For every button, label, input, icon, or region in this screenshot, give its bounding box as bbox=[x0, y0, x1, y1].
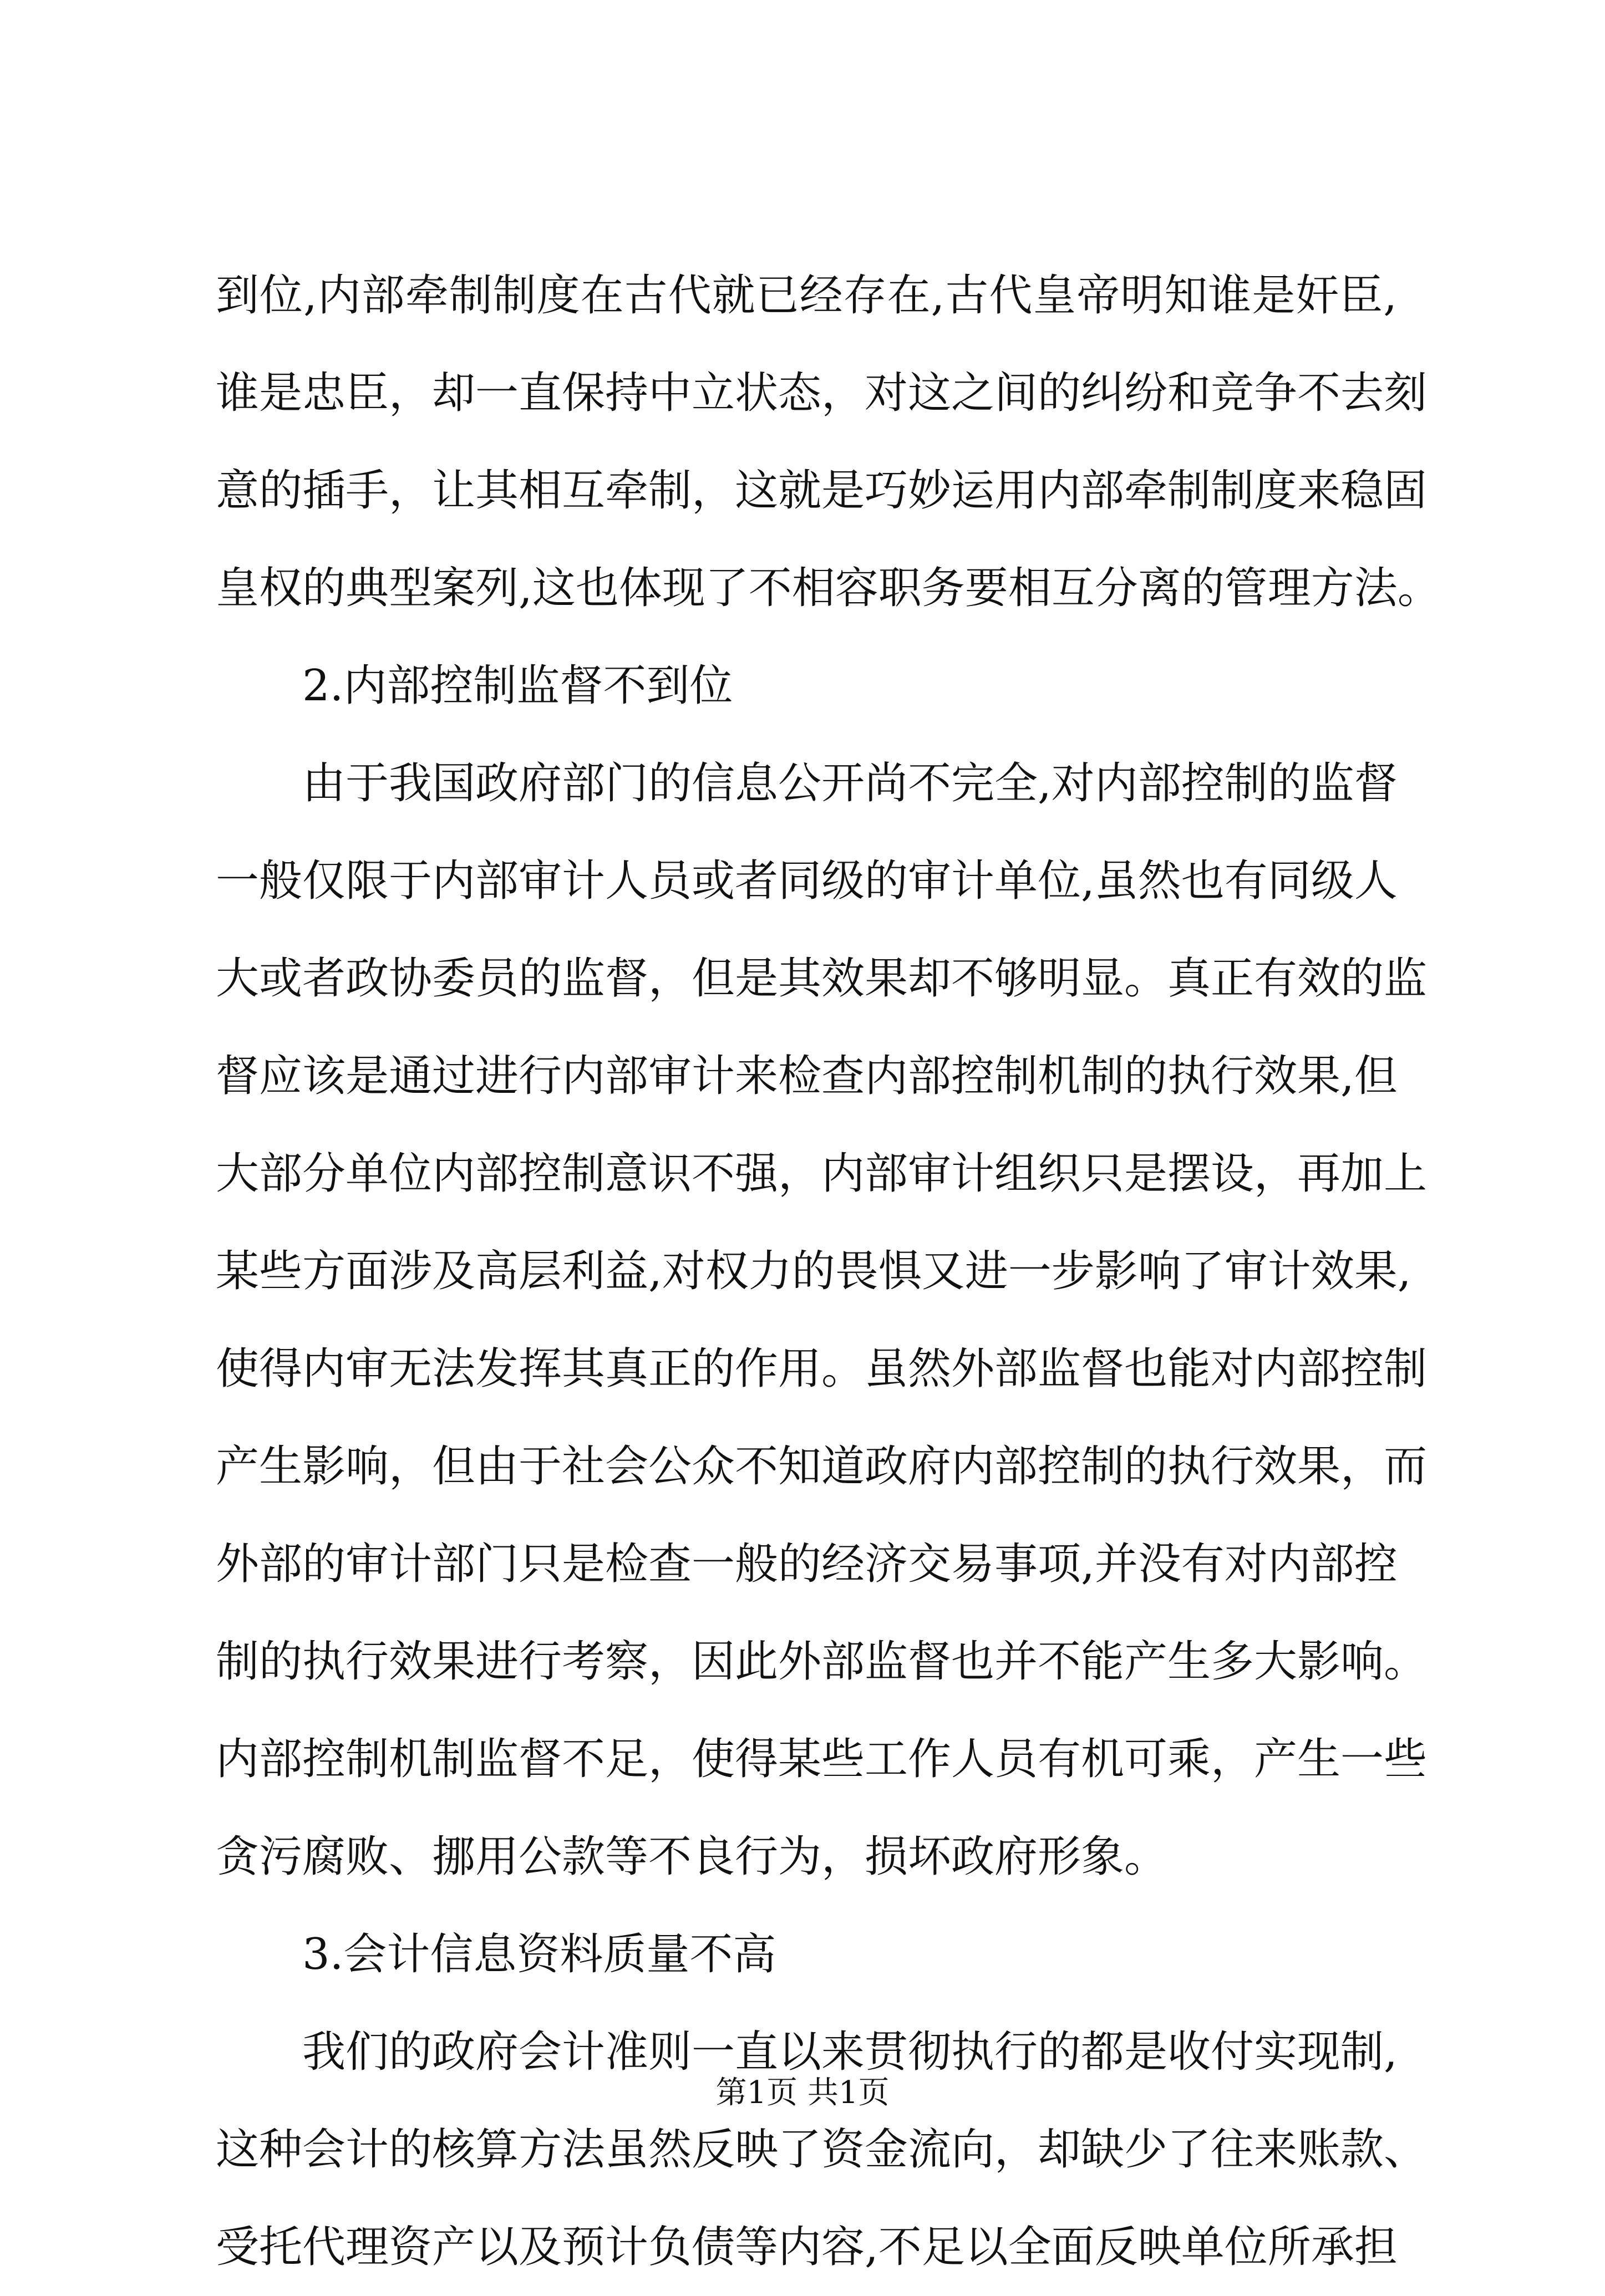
body-line: 使得内审无法发挥其真正的作用。虽然外部监督也能对内部控制 bbox=[216, 1344, 1428, 1394]
body-line: 贪污腐败、挪用公款等不良行为，损坏政府形象。 bbox=[216, 1832, 1168, 1882]
body-line: 谁是忠臣，却一直保持中立状态，对这之间的纠纷和竞争不去刻 bbox=[216, 368, 1428, 418]
body-line: 由于我国政府部门的信息公开尚不完全,对内部控制的监督 bbox=[302, 758, 1398, 808]
document-body bbox=[216, 247, 1441, 2296]
body-line: 这种会计的核算方法虽然反映了资金流向，却缺少了往来账款、 bbox=[216, 2125, 1428, 2175]
body-line: 受托代理资产以及预计负债等内容,不足以全面反映单位所承担 bbox=[216, 2222, 1398, 2272]
page-footer: 第1页 共1页 bbox=[715, 2075, 890, 2111]
section-heading: 2.内部控制监督不到位 bbox=[302, 661, 733, 711]
body-line: 内部控制机制监督不足，使得某些工作人员有机可乘，产生一些 bbox=[216, 1734, 1428, 1784]
body-line: 制的执行效果进行考察，因此外部监督也并不能产生多大影响。 bbox=[216, 1637, 1428, 1687]
body-line: 一般仅限于内部审计人员或者同级的审计单位,虽然也有同级人 bbox=[216, 856, 1398, 906]
body-line: 某些方面涉及高层利益,对权力的畏惧又进一步影响了审计效果, bbox=[216, 1246, 1411, 1296]
body-line: 督应该是通过进行内部审计来检查内部控制机制的执行效果,但 bbox=[216, 1051, 1398, 1101]
body-line: 大部分单位内部控制意识不强，内部审计组织只是摆设，再加上 bbox=[216, 1149, 1428, 1199]
section-heading: 3.会计信息资料质量不高 bbox=[302, 1930, 776, 1979]
body-line: 产生影响，但由于社会公众不知道政府内部控制的执行效果，而 bbox=[216, 1442, 1428, 1491]
body-line: 皇权的典型案列,这也体现了不相容职务要相互分离的管理方法。 bbox=[216, 563, 1441, 613]
body-line: 我们的政府会计准则一直以来贯彻执行的都是收付实现制, bbox=[302, 2027, 1398, 2077]
body-line: 到位,内部牵制制度在古代就已经存在,古代皇帝明知谁是奸臣, bbox=[216, 271, 1397, 320]
body-line: 外部的审计部门只是检查一般的经济交易事项,并没有对内部控 bbox=[216, 1539, 1398, 1589]
body-line: 意的插手，让其相互牵制，这就是巧妙运用内部牵制制度来稳固 bbox=[216, 466, 1428, 516]
body-line: 大或者政协委员的监督，但是其效果却不够明显。真正有效的监 bbox=[216, 954, 1428, 1004]
